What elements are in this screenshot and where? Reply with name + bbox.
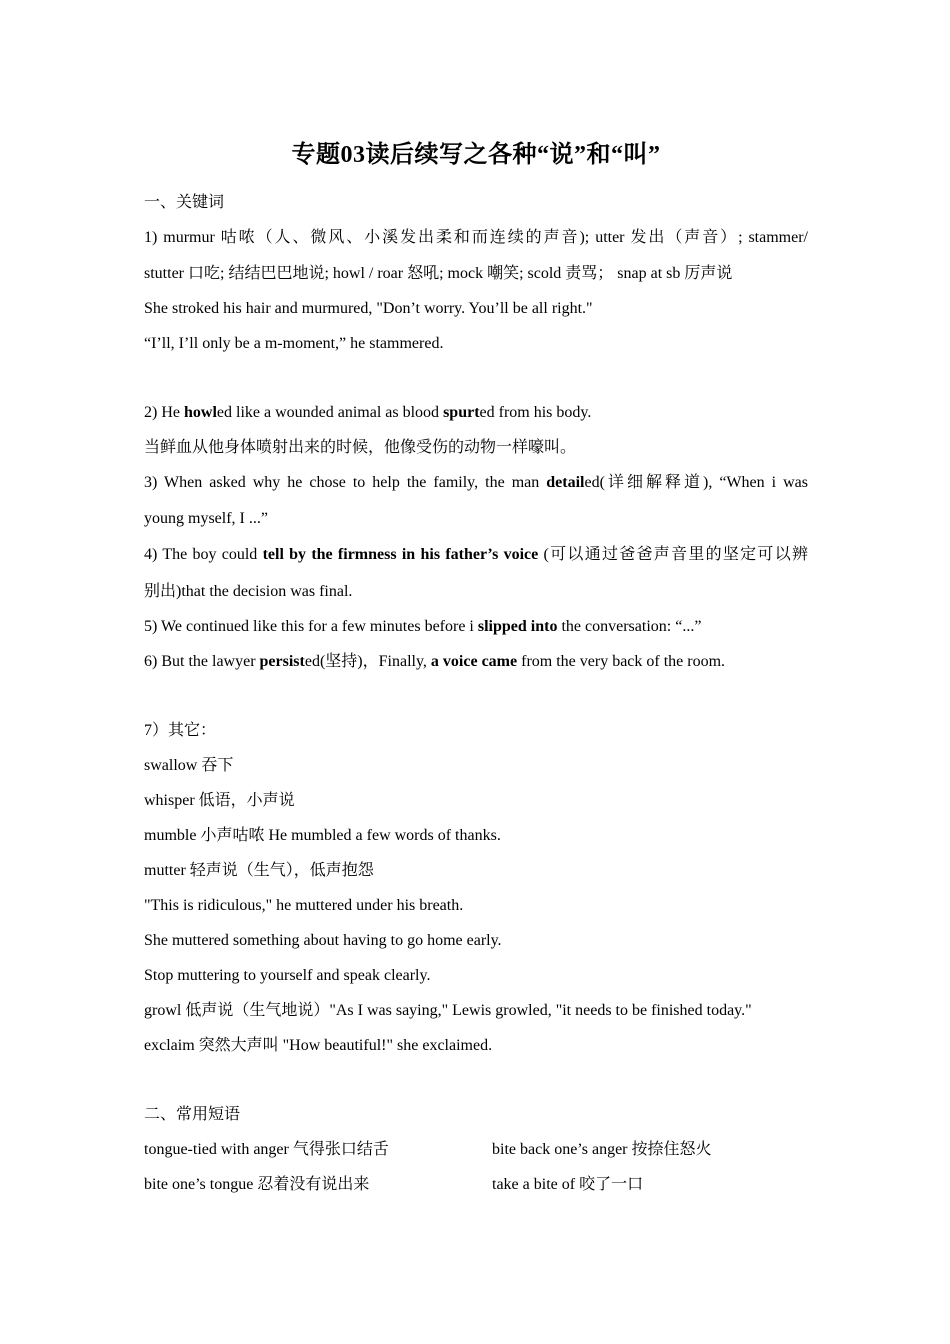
item7-line: exclaim 突然大声叫 "How beautiful!" she exclaimed.: [144, 1037, 493, 1054]
item7-line: swallow 吞下: [144, 757, 234, 774]
item2-text-b: ed like a wounded animal as blood: [216, 404, 444, 421]
item4-line1: [144, 545, 808, 565]
item2-bold-howl: howl: [183, 404, 217, 421]
item4-text-a: 4) The boy could: [144, 546, 263, 563]
item7-heading: 7）其它：: [144, 722, 217, 739]
item2-bold-spurt: spurt: [443, 404, 480, 421]
item7-line: whisper 低语，小声说: [144, 792, 295, 809]
item5-text-a: 5) We continued like this for a few minutes before i: [144, 618, 478, 635]
item7-line: She muttered something about having to go home early.: [144, 932, 502, 949]
phrase-right: take a bite of 咬了一口: [492, 1176, 644, 1193]
item7-line: "This is ridiculous," he muttered under his breath.: [144, 897, 464, 914]
item3-line2: young myself, I ...”: [144, 510, 268, 527]
page-title: 专题03读后续写之各种“说”和“叫”: [291, 142, 661, 168]
item5-text-b: the conversation: “...”: [557, 618, 702, 635]
phrase-left: bite one’s tongue 忍着没有说出来: [144, 1176, 370, 1193]
phrase-right: bite back one’s anger 按捺住怒火: [492, 1141, 712, 1158]
item3-text-a: 3) When asked why he chose to help the family, the man: [144, 474, 547, 491]
item3-text-b: ed(详细解释道), “When i was: [584, 474, 808, 491]
phrase-row: [144, 1175, 808, 1195]
item6-text-a: 6) But the lawyer: [144, 653, 260, 670]
item1-line2: stutter 口吃; 结结巴巴地说; howl / roar 怒吼; mock 嘲笑; scold 责骂； snap at sb 厉声说: [144, 265, 733, 282]
item6-bold-a-voice-came: a voice came: [430, 653, 518, 670]
item4-bold-phrase: tell by the firmness in his father’s voice: [262, 546, 539, 563]
item2-sentence: [144, 403, 808, 423]
item3-bold-detail: detail: [546, 474, 585, 491]
item7-line: growl 低声说（生气地说）"As I was saying," Lewis growled, "it needs to be finished today.": [144, 1002, 752, 1019]
item4-line2: 别出)that the decision was final.: [144, 583, 353, 600]
item2-text-a: 2) He: [144, 404, 184, 421]
item5-bold-slipped-into: slipped into: [477, 618, 558, 635]
item6-sentence: [144, 652, 808, 672]
section-heading-keywords: 一、关键词: [144, 194, 225, 211]
item2-text-c: ed from his body.: [479, 404, 592, 421]
phrase-left: tongue-tied with anger 气得张口结舌: [144, 1141, 389, 1158]
section-heading-phrases: 二、常用短语: [144, 1106, 241, 1123]
item5-sentence: [144, 617, 808, 637]
item1-example2: “I’ll, I’ll only be a m-moment,” he stammered.: [144, 335, 444, 352]
item2-translation: 当鲜血从他身体喷射出来的时候，他像受伤的动物一样嚎叫。: [144, 439, 577, 456]
item6-bold-persist: persist: [259, 653, 305, 670]
item7-line: Stop muttering to yourself and speak clearly.: [144, 967, 431, 984]
item7-line: mutter 轻声说（生气），低声抱怨: [144, 862, 374, 879]
phrase-row: [144, 1140, 808, 1160]
item6-text-b: ed(坚持)，Finally,: [304, 653, 431, 670]
item6-text-c: from the very back of the room.: [517, 653, 726, 670]
item7-line: mumble 小声咕哝 He mumbled a few words of thanks.: [144, 827, 501, 844]
item1-example1: She stroked his hair and murmured, "Don’t worry. You’ll be all right.": [144, 300, 593, 317]
item1-line1: 1) murmur 咕哝（人、微风、小溪发出柔和而连续的声音); utter 发出（声音）; stammer/: [144, 229, 808, 246]
item3-line1: [144, 473, 808, 493]
item4-text-b: (可以通过爸爸声音里的坚定可以辨: [538, 546, 808, 563]
